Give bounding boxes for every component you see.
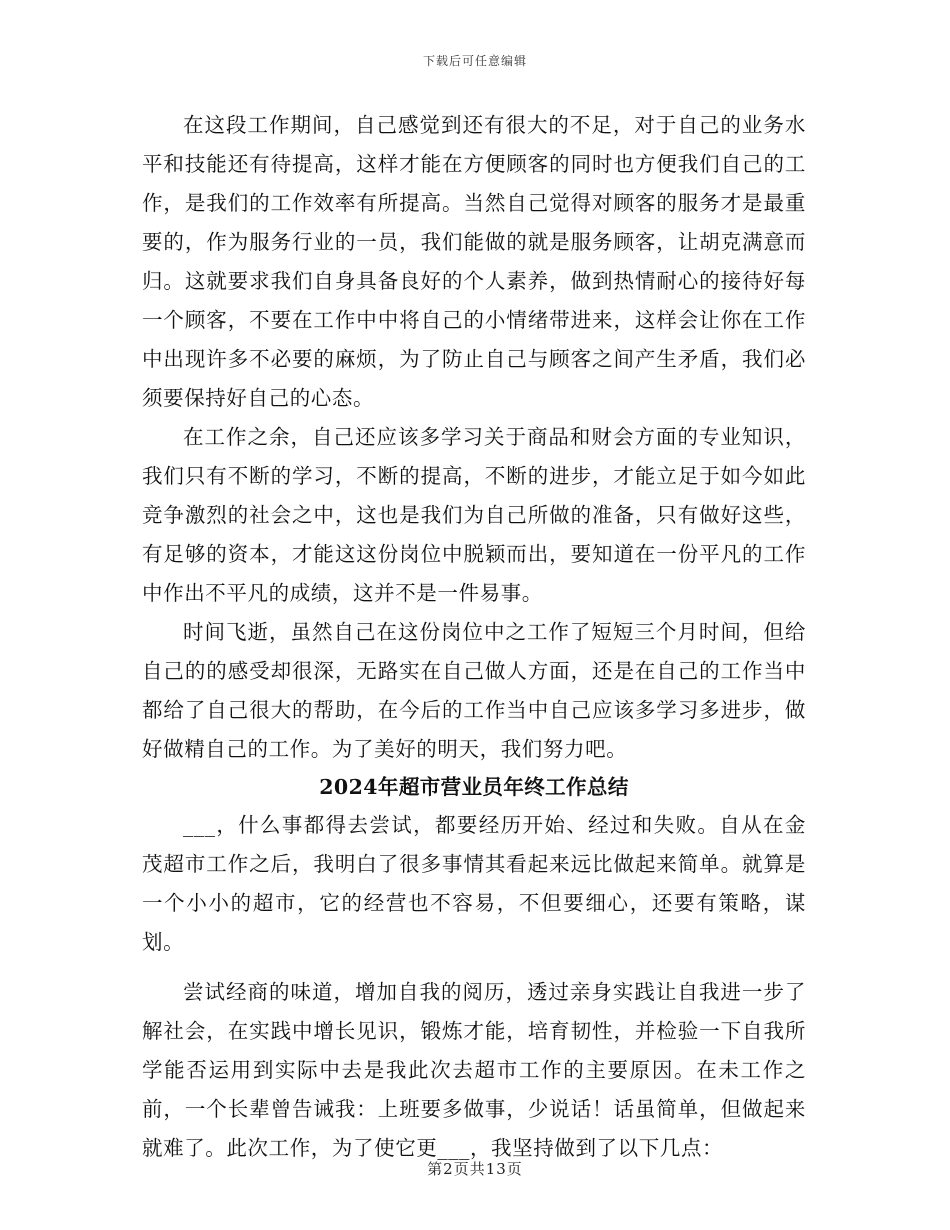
page-header-note: 下载后可任意编辑 <box>422 54 527 68</box>
paragraph-service-attitude: 在这段工作期间，自己感觉到还有很大的不足，对于自己的业务水平和技能还有待提高，这样才能在方便顾客的同时也方便我们自己的工作，是我们的工作效率有所提高。当然自己觉得对顾客的服务才是最重要的，作为服务行业的一员，我们能做的就是服务顾客，让胡克满意而归。这就要求我们自身具备良好的个人素养，做到热情耐心的接待好每一个顾客，不要在工作中中将自己的小情绪带进来，这样会让你在工作中出现许多不必要的麻烦，为了防止自己与顾客之间产生矛盾，我们必须要保持好自己的心态。 <box>142 113 806 410</box>
paragraph-work-reasons: 尝试经商的味道，增加自我的阅历，透过亲身实践让自我进一步了解社会，在实践中增长见识，锻炼才能，培育韧性，并检验一下自我所学能否运用到实际中去是我此次去超市工作的主要原因。在未工作之前，一个长辈曾告诫我：上班要多做事，少说话！话虽简单，但做起来就难了。此次工作，为了使它更___，我坚持做到了以下几点： <box>142 980 806 1160</box>
section-title: 2024年超市营业员年终工作总结 <box>319 775 629 799</box>
paragraph-professional-study: 在工作之余，自己还应该多学习关于商品和财会方面的专业知识，我们只有不断的学习，不断的提高，不断的进步，才能立足于如今如此竞争激烈的社会之中，这也是我们为自己所做的准备，只有做好这些，有足够的资本，才能这这份岗位中脱颖而出，要知道在一份平凡的工作中作出不平凡的成绩，这并不是一件易事。 <box>142 425 806 605</box>
document-body <box>142 106 806 1168</box>
page-number: 第2页共13页 <box>427 1160 523 1178</box>
paragraph-try-everything: ___，什么事都得去尝试，都要经历开始、经过和失败。自从在金茂超市工作之后，我明白了很多事情其看起来远比做起来简单。就算是一个小小的超市，它的经营也不容易，不但要细心，还要有策略，谋划。 <box>142 813 806 954</box>
paragraph-time-flies: 时间飞逝，虽然自己在这份岗位中之工作了短短三个月时间，但给自己的的感受却很深，无路实在自己做人方面，还是在自己的工作当中都给了自己很大的帮助，在今后的工作当中自己应该多学习多进步，做好做精自己的工作。为了美好的明天，我们努力吧。 <box>142 620 806 761</box>
